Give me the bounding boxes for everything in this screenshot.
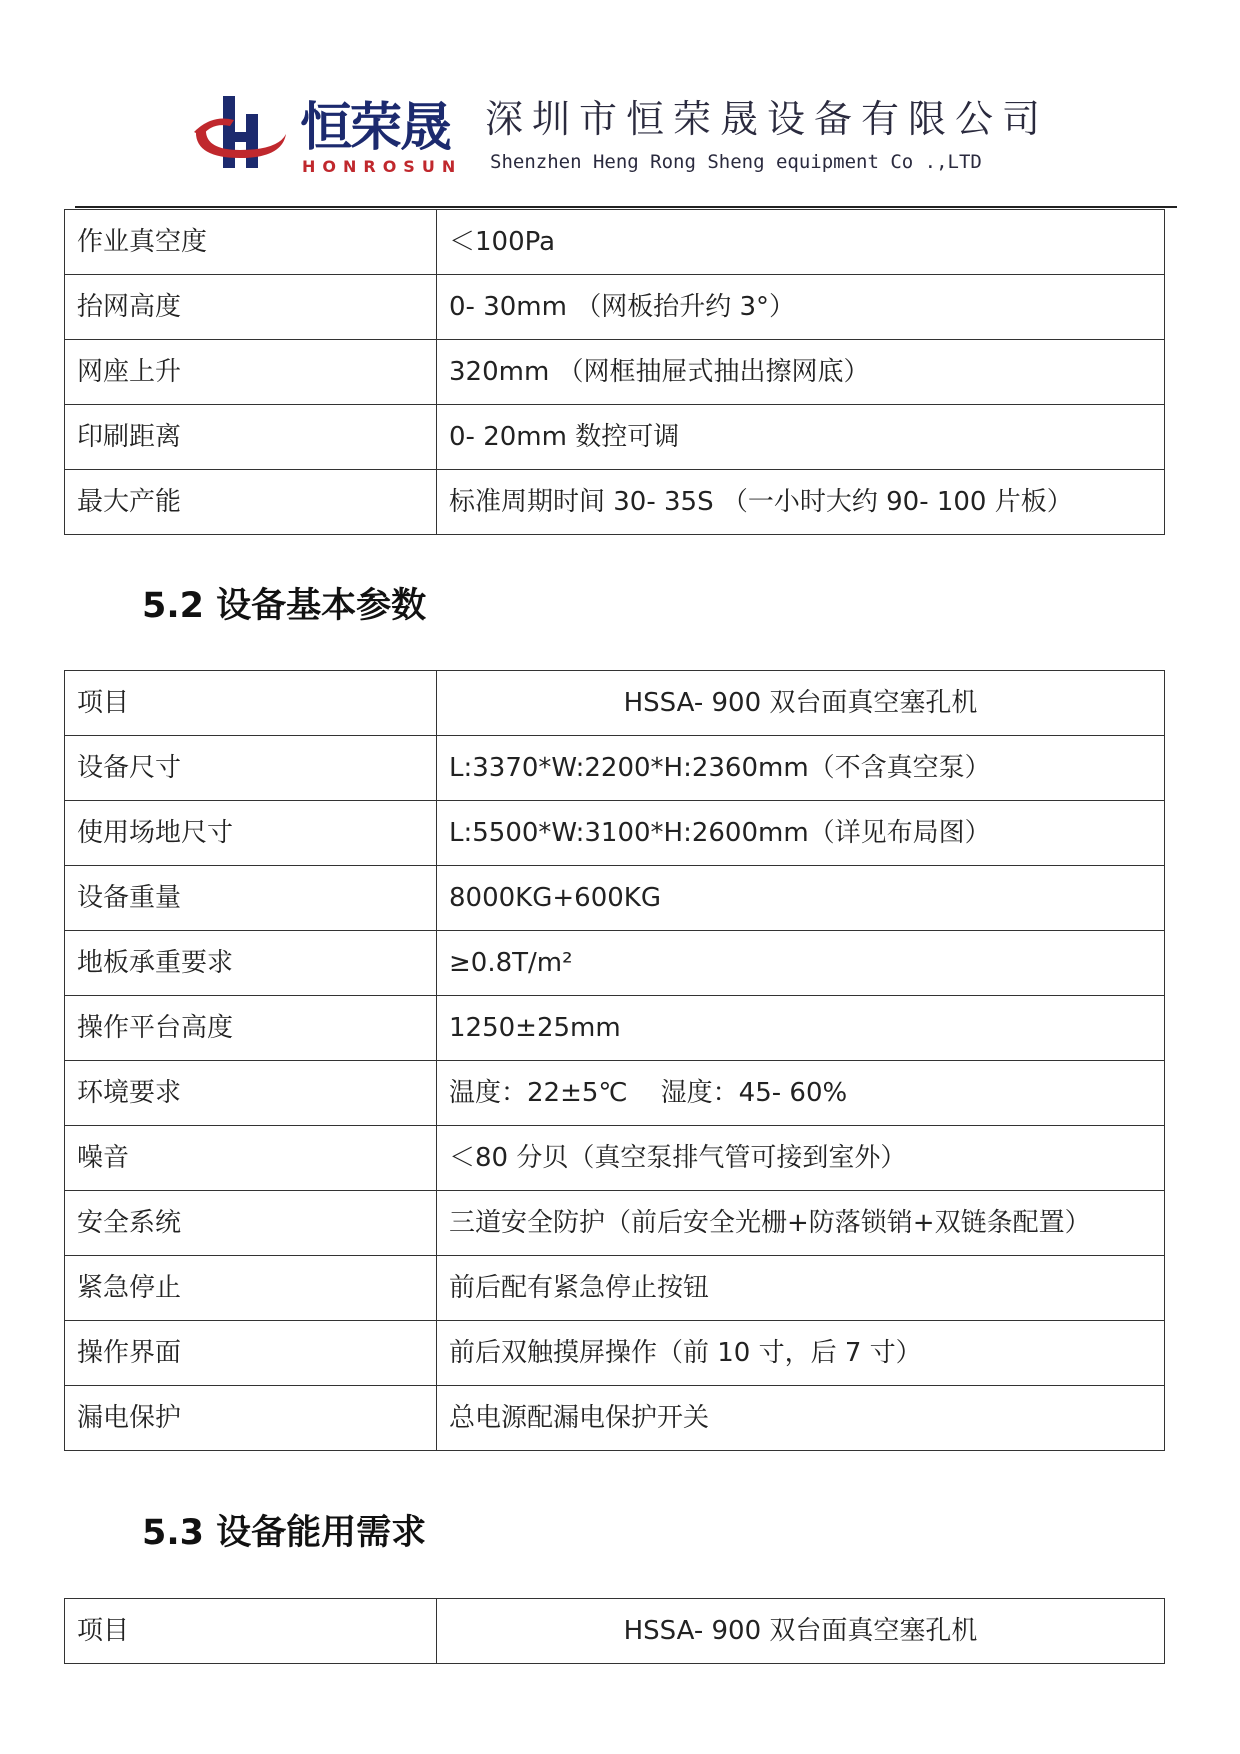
- row-value: 0- 20mm 数控可调: [437, 405, 1165, 470]
- header-label: 项目: [65, 1599, 437, 1664]
- basic-params-table: [64, 670, 1165, 1451]
- table-row: [65, 1321, 1165, 1386]
- row-value: L:3370*W:2200*H:2360mm（不含真空泵）: [437, 736, 1165, 801]
- row-label: 使用场地尺寸: [65, 801, 437, 866]
- row-value: 320mm （网框抽屉式抽出擦网底）: [437, 340, 1165, 405]
- row-value: 温度：22±5℃ 湿度：45- 60%: [437, 1061, 1165, 1126]
- table-header-row: [65, 1599, 1165, 1664]
- brand-name-cn: 恒荣晟: [300, 98, 451, 158]
- row-value: 三道安全防护（前后安全光栅+防落锁销+双链条配置）: [437, 1191, 1165, 1256]
- row-value: 总电源配漏电保护开关: [437, 1386, 1165, 1451]
- table-row: [65, 866, 1165, 931]
- row-label: 安全系统: [65, 1191, 437, 1256]
- table-row: [65, 736, 1165, 801]
- table-row: [65, 470, 1165, 535]
- table-row: [65, 931, 1165, 996]
- row-value: 前后双触摸屏操作（前 10 寸，后 7 寸）: [437, 1321, 1165, 1386]
- header-divider: [75, 206, 1177, 208]
- table-header-row: [65, 671, 1165, 736]
- row-value: ＜80 分贝（真空泵排气管可接到室外）: [437, 1126, 1165, 1191]
- table-row: [65, 275, 1165, 340]
- row-label: 噪音: [65, 1126, 437, 1191]
- row-label: 漏电保护: [65, 1386, 437, 1451]
- row-value: L:5500*W:3100*H:2600mm（详见布局图）: [437, 801, 1165, 866]
- process-params-table: [64, 209, 1165, 535]
- row-label: 抬网高度: [65, 275, 437, 340]
- row-label: 操作界面: [65, 1321, 437, 1386]
- section-heading-5-2: 5.2 设备基本参数: [142, 586, 427, 626]
- row-value: 1250±25mm: [437, 996, 1165, 1061]
- row-label: 环境要求: [65, 1061, 437, 1126]
- table-row: [65, 1256, 1165, 1321]
- header-model: HSSA- 900 双台面真空塞孔机: [437, 671, 1165, 736]
- row-label: 地板承重要求: [65, 931, 437, 996]
- row-label: 作业真空度: [65, 210, 437, 275]
- row-value: ≥0.8T/m²: [437, 931, 1165, 996]
- header-model: HSSA- 900 双台面真空塞孔机: [437, 1599, 1165, 1664]
- energy-requirements-table: [64, 1598, 1165, 1664]
- row-value: ＜100Pa: [437, 210, 1165, 275]
- table-row: [65, 801, 1165, 866]
- row-label: 设备尺寸: [65, 736, 437, 801]
- header-label: 项目: [65, 671, 437, 736]
- row-label: 操作平台高度: [65, 996, 437, 1061]
- section-heading-5-3: 5.3 设备能用需求: [142, 1513, 427, 1553]
- table-row: [65, 1191, 1165, 1256]
- letterhead: [0, 0, 1240, 215]
- row-label: 紧急停止: [65, 1256, 437, 1321]
- row-label: 设备重量: [65, 866, 437, 931]
- row-value: 0- 30mm （网板抬升约 3°）: [437, 275, 1165, 340]
- table-row: [65, 340, 1165, 405]
- row-value: 前后配有紧急停止按钮: [437, 1256, 1165, 1321]
- row-label: 印刷距离: [65, 405, 437, 470]
- row-label: 最大产能: [65, 470, 437, 535]
- table-row: [65, 405, 1165, 470]
- honrosun-logo-icon: [190, 92, 290, 172]
- company-name-en: Shenzhen Heng Rong Sheng equipment Co .,LTD: [490, 151, 982, 173]
- table-row: [65, 210, 1165, 275]
- table-row: [65, 1386, 1165, 1451]
- company-name-cn: 深圳市恒荣晟设备有限公司: [485, 97, 1050, 141]
- row-label: 网座上升: [65, 340, 437, 405]
- table-row: [65, 996, 1165, 1061]
- brand-name-en: HONROSUN: [302, 157, 463, 176]
- row-value: 标准周期时间 30- 35S （一小时大约 90- 100 片板）: [437, 470, 1165, 535]
- table-row: [65, 1061, 1165, 1126]
- table-row: [65, 1126, 1165, 1191]
- row-value: 8000KG+600KG: [437, 866, 1165, 931]
